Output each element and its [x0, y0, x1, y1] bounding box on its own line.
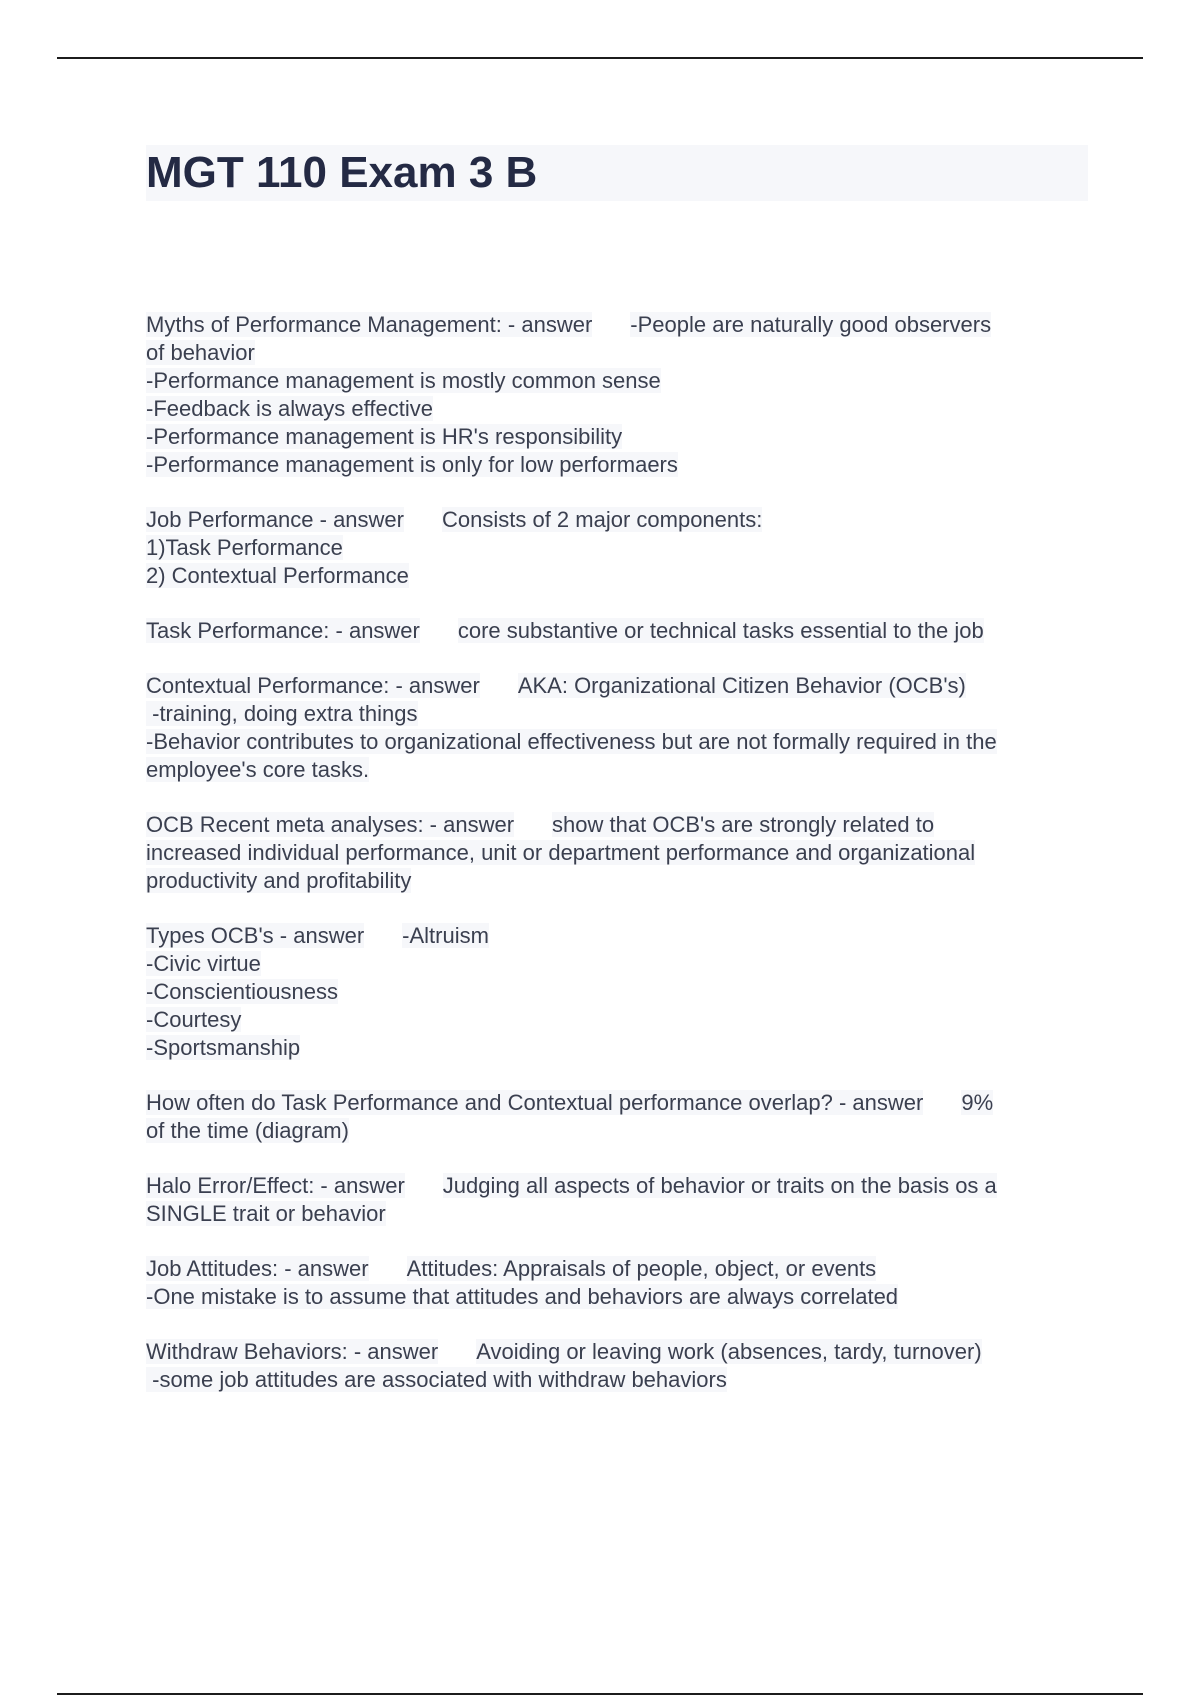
entry-answer-line: 9%: [961, 1090, 994, 1115]
flashcard-entry: [146, 506, 1090, 590]
entry-answer-line: Consists of 2 major components:: [442, 507, 763, 532]
entry-answer-line: Attitudes: Appraisals of people, object, or events: [406, 1256, 877, 1281]
entry-answer-line: core substantive or technical tasks essential to the job: [457, 618, 984, 643]
flashcard-entry: [146, 672, 1090, 784]
entry-term: Job Attitudes: - answer: [146, 1256, 369, 1281]
top-rule: [57, 57, 1143, 59]
entry-term: Withdraw Behaviors: - answer: [146, 1339, 439, 1364]
entry-term: Myths of Performance Management: - answer: [146, 312, 593, 337]
entry-term: Task Performance: - answer: [146, 618, 420, 643]
entry-answer-line: -Behavior contributes to organizational effectiveness but are not formally required in the: [146, 729, 997, 754]
entry-answer-line: increased individual performance, unit or department performance and organizational: [146, 840, 976, 865]
document-title: MGT 110 Exam 3 B: [146, 148, 538, 197]
entry-answer-line: employee's core tasks.: [146, 757, 370, 782]
entry-answer-line: -Conscientiousness: [146, 979, 338, 1004]
flashcard-entry: [146, 811, 1090, 895]
entry-answer-line: productivity and profitability: [146, 868, 412, 893]
entry-answer-line: -Feedback is always effective: [146, 396, 433, 421]
entry-answer-line: SINGLE trait or behavior: [146, 1201, 386, 1226]
entry-answer-line: of the time (diagram): [146, 1118, 349, 1143]
entry-term: How often do Task Performance and Contextual performance overlap? - answer: [146, 1090, 924, 1115]
entry-answer-line: -training, doing extra things: [146, 701, 418, 726]
entry-answer-line: -Performance management is only for low performaers: [146, 452, 678, 477]
entry-answer-line: show that OCB's are strongly related to: [552, 812, 935, 837]
flashcard-entry: [146, 922, 1090, 1062]
entry-answer-line: -Civic virtue: [146, 951, 261, 976]
entry-term: Contextual Performance: - answer: [146, 673, 480, 698]
entry-answer-line: 1)Task Performance: [146, 535, 343, 560]
entry-answer-line: -Performance management is HR's responsibility: [146, 424, 623, 449]
entry-answer-line: AKA: Organizational Citizen Behavior (OCB's): [517, 673, 966, 698]
flashcard-entry: [146, 1255, 1090, 1311]
flashcard-entry: [146, 1338, 1090, 1394]
entry-answer-line: -Sportsmanship: [146, 1035, 301, 1060]
entry-answer-line: 2) Contextual Performance: [146, 563, 409, 588]
entry-answer-line: -People are naturally good observers: [630, 312, 992, 337]
entry-answer-line: -Altruism: [402, 923, 489, 948]
flashcard-list: [146, 311, 1090, 1421]
flashcard-entry: [146, 617, 1090, 645]
bottom-rule: [57, 1693, 1143, 1695]
entry-answer-line: -One mistake is to assume that attitudes and behaviors are always correlated: [146, 1284, 899, 1309]
entry-term: Halo Error/Effect: - answer: [146, 1173, 405, 1198]
entry-answer-line: of behavior: [146, 340, 255, 365]
entry-term: Types OCB's - answer: [146, 923, 365, 948]
entry-answer-line: Judging all aspects of behavior or traits on the basis os a: [442, 1173, 997, 1198]
flashcard-entry: [146, 1089, 1090, 1145]
entry-answer-line: -some job attitudes are associated with withdraw behaviors: [146, 1367, 727, 1392]
entry-term: OCB Recent meta analyses: - answer: [146, 812, 515, 837]
entry-answer-line: -Courtesy: [146, 1007, 242, 1032]
entry-answer-line: -Performance management is mostly common sense: [146, 368, 661, 393]
flashcard-entry: [146, 311, 1090, 479]
entry-term: Job Performance - answer: [146, 507, 404, 532]
flashcard-entry: [146, 1172, 1090, 1228]
entry-answer-line: Avoiding or leaving work (absences, tardy, turnover): [476, 1339, 982, 1364]
